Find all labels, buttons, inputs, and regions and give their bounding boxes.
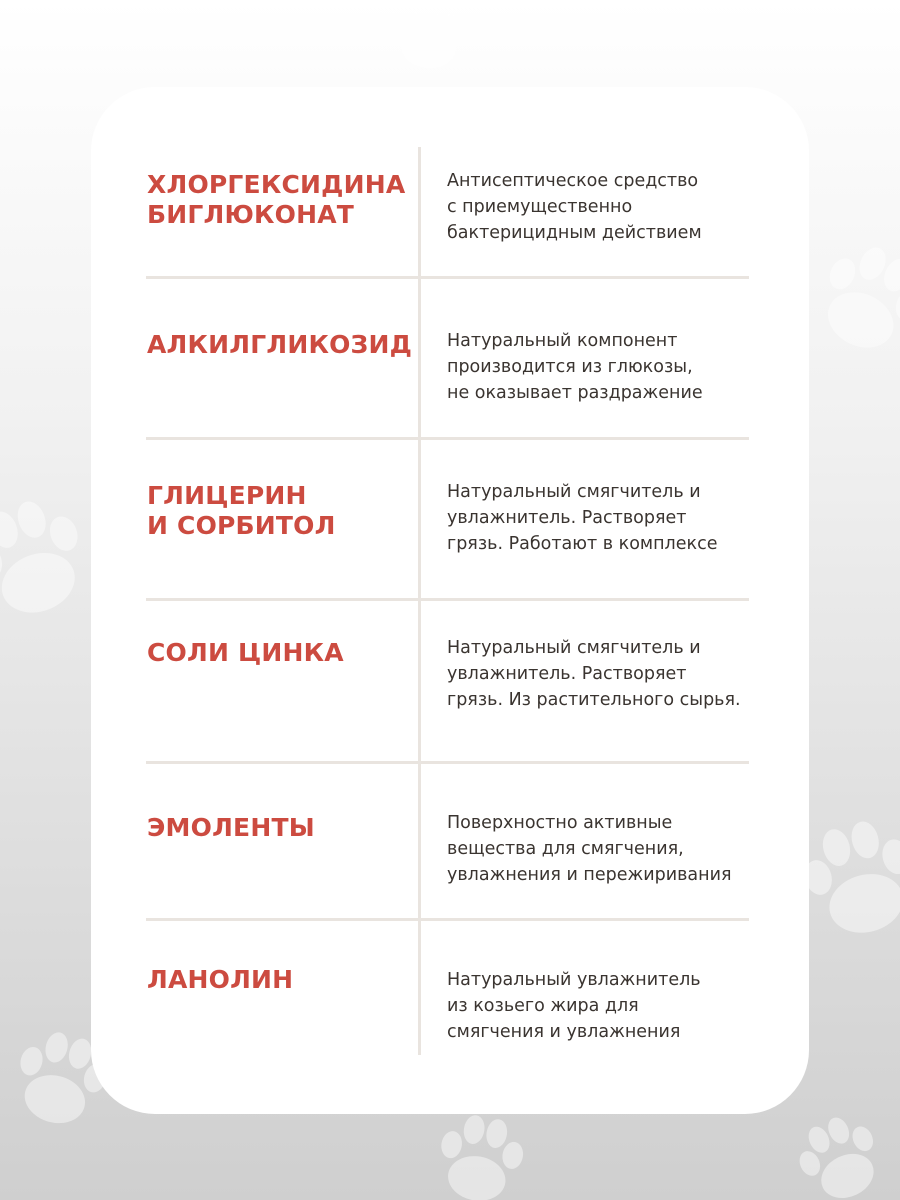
ingredient-description: Антисептическое средство с приемущественно бактерицидным действием xyxy=(447,171,702,243)
row-divider xyxy=(146,437,749,440)
row-divider xyxy=(146,598,749,601)
ingredient-name: СОЛИ ЦИНКА xyxy=(147,638,344,667)
ingredient-description: Натуральный смягчитель и увлажнитель. Растворяет грязь. Из растительного сырья. xyxy=(447,638,741,710)
ingredient-name: ЭМОЛЕНТЫ xyxy=(147,813,315,842)
paw-print-icon xyxy=(388,0,472,72)
ingredient-description: Натуральный увлажнитель из козьего жира для смягчения и увлажнения xyxy=(447,970,701,1042)
paw-print-icon xyxy=(788,1106,892,1200)
ingredients-card xyxy=(91,87,809,1114)
ingredient-name: ГЛИЦЕРИН И СОРБИТОЛ xyxy=(147,481,336,540)
ingredient-description: Поверхностно активные вещества для смягчения, увлажнения и пережиривания xyxy=(447,813,732,885)
ingredient-name: АЛКИЛГЛИКОЗИД xyxy=(147,330,413,359)
ingredient-name: ХЛОРГЕКСИДИНА БИГЛЮКОНАТ xyxy=(147,170,406,229)
ingredient-description: Натуральный компонент производится из глюкозы, не оказывает раздражение xyxy=(447,331,703,403)
paw-print-icon xyxy=(0,489,99,628)
paw-print-icon xyxy=(806,233,900,364)
row-divider xyxy=(146,918,749,921)
paw-print-icon xyxy=(433,1110,529,1200)
row-divider xyxy=(146,276,749,279)
row-divider xyxy=(146,761,749,764)
ingredient-name: ЛАНОЛИН xyxy=(147,965,294,994)
ingredient-description: Натуральный смягчитель и увлажнитель. Растворяет грязь. Работают в комплексе xyxy=(447,482,718,554)
paw-print-icon xyxy=(794,812,900,945)
